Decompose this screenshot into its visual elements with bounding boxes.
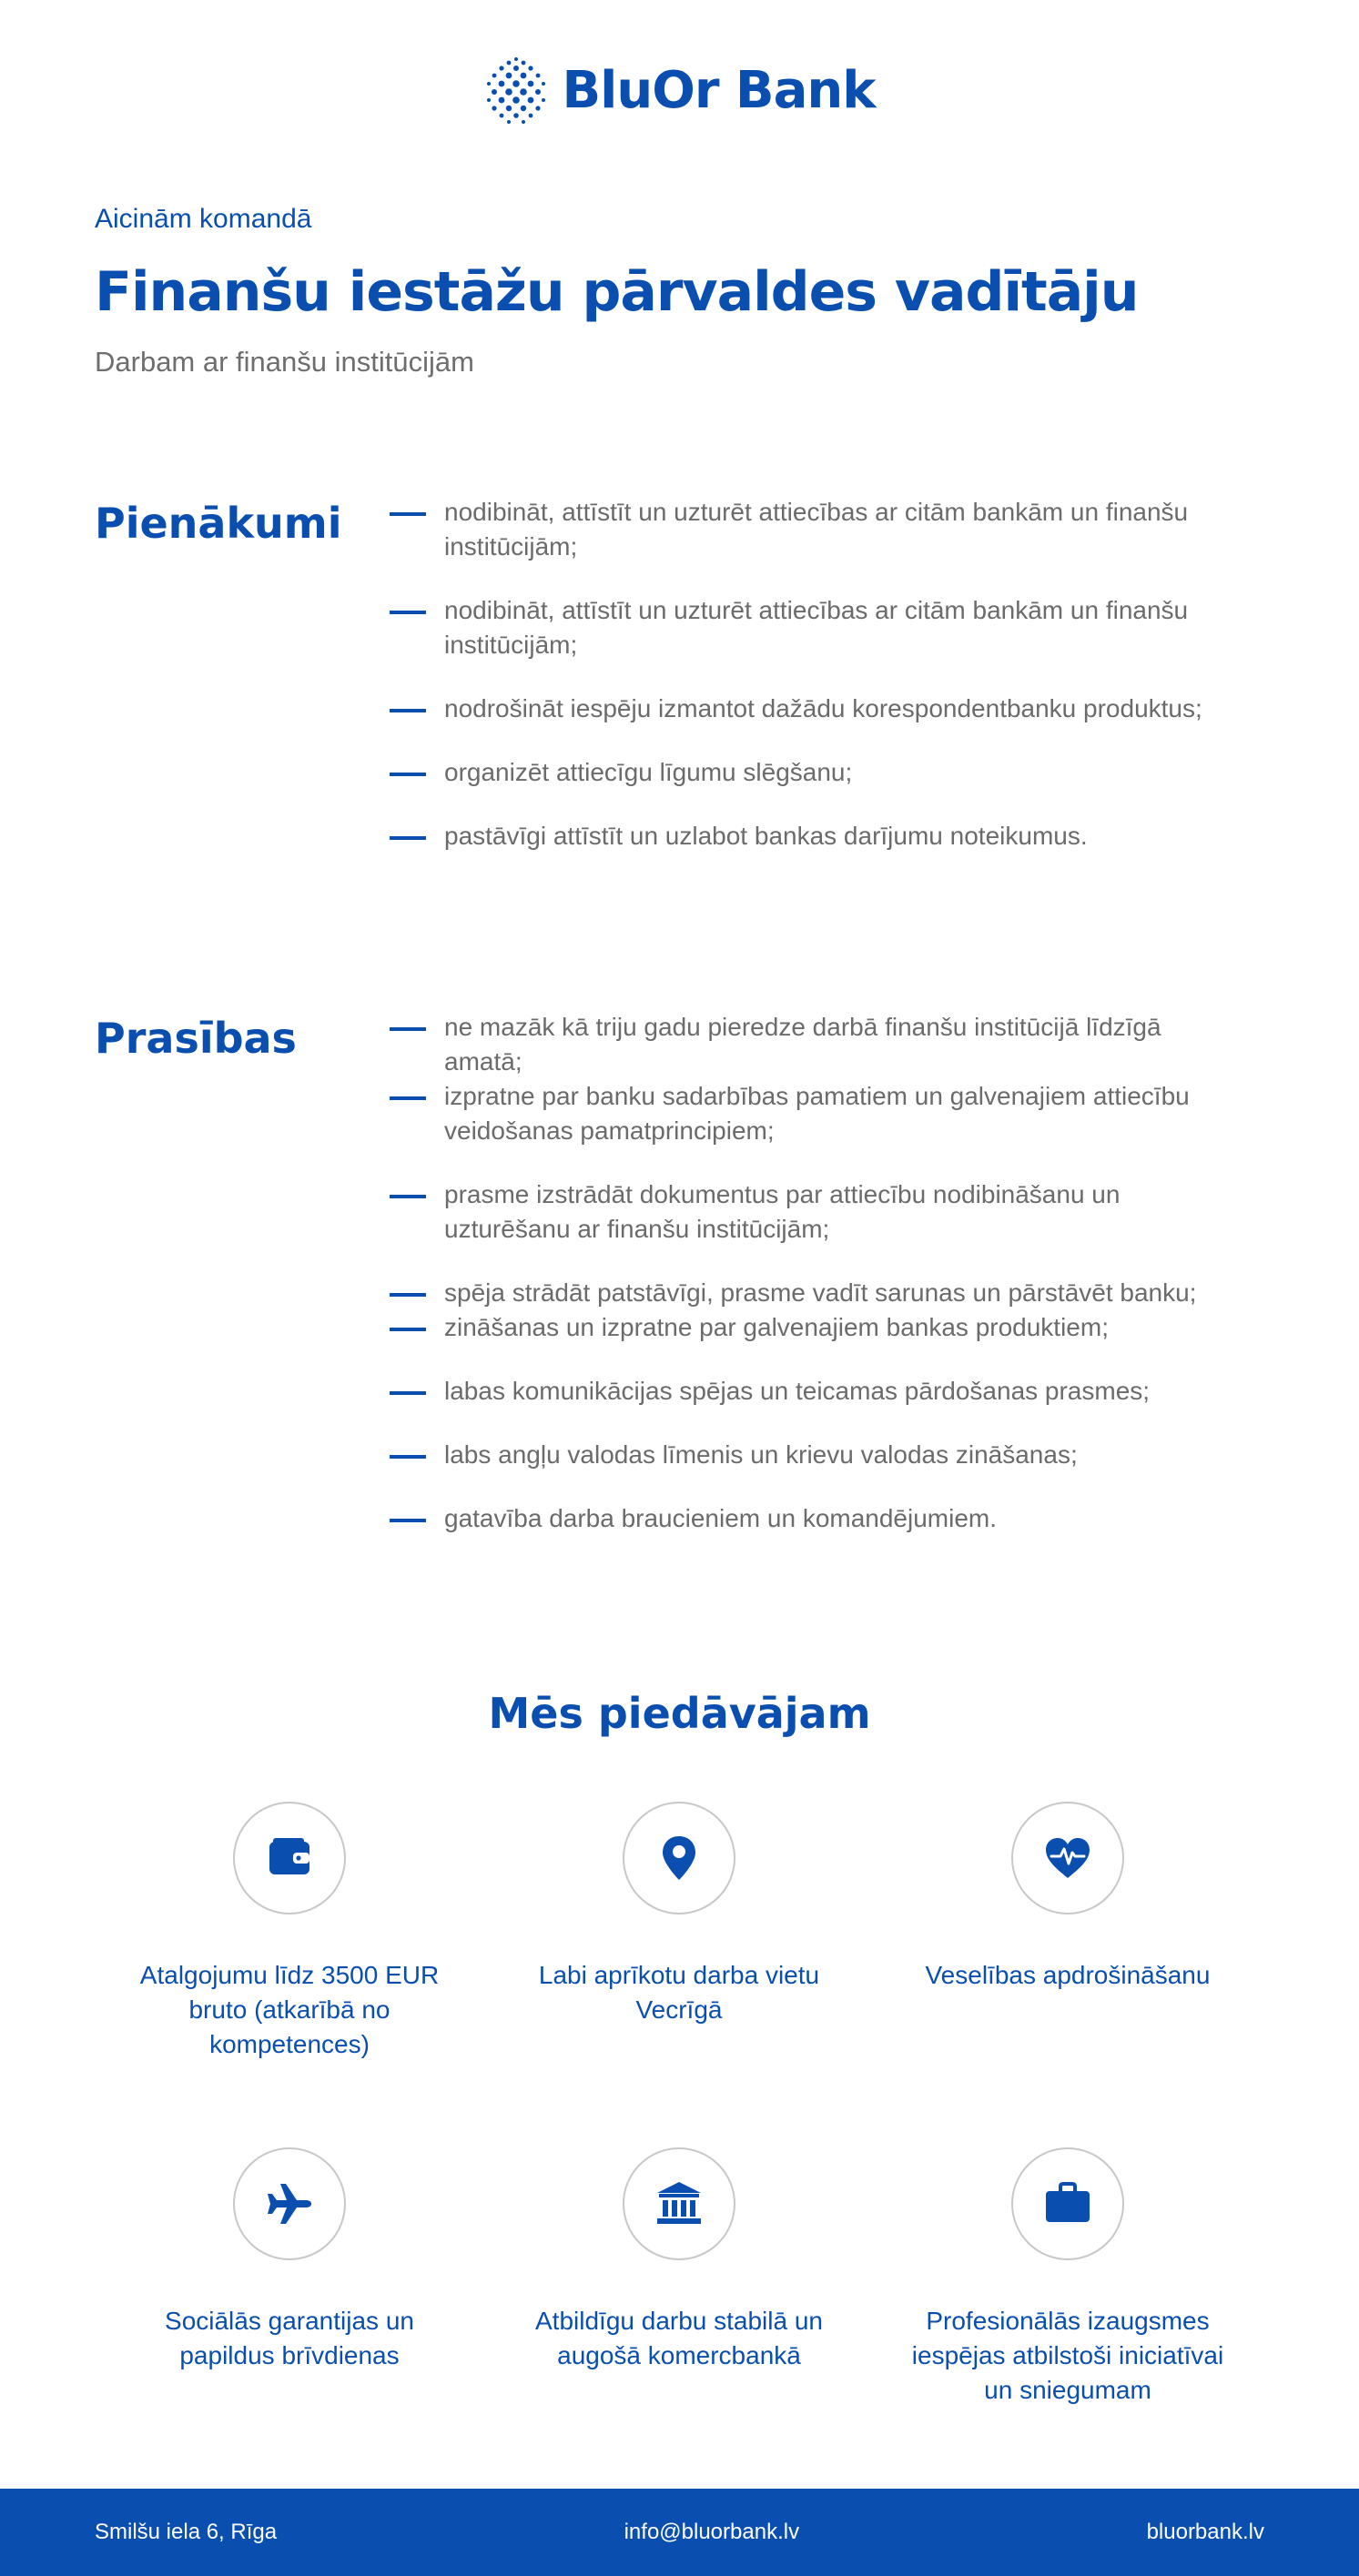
- list-item: organizēt attiecīgu līgumu slēgšanu;: [390, 755, 1241, 790]
- benefit-icon-circle: [623, 2147, 735, 2260]
- footer-website-link[interactable]: bluorbank.lv: [1146, 2520, 1264, 2544]
- requirements-title: Prasības: [95, 1014, 297, 1063]
- airplane-icon: [262, 2177, 317, 2231]
- list-item: labas komunikācijas spējas un teicamas pārdošanas prasmes;: [390, 1374, 1241, 1409]
- footer: [0, 2489, 1359, 2576]
- duties-list: [390, 495, 1241, 854]
- list-item: prasme izstrādāt dokumentus par attiecību nodibināšanu un uzturēšanu ar finanšu institūcijām;: [390, 1177, 1241, 1247]
- offer-title: Mēs piedāvājam: [488, 1689, 871, 1738]
- list-item: izpratne par banku sadarbības pamatiem un galvenajiem attiecību veidošanas pamatprincipiem;: [390, 1079, 1241, 1148]
- list-item: zināšanas un izpratne par galvenajiem bankas produktiem;: [390, 1310, 1241, 1345]
- benefit-label: Profesionālās izaugsmes iespējas atbilstoši iniciatīvai un sniegumam: [911, 2307, 1224, 2404]
- benefit-icon-circle: [623, 1802, 735, 1914]
- bluor-logo-icon: [483, 54, 549, 126]
- benefit-label: Atalgojumu līdz 3500 EUR bruto (atkarībā no kompetences): [139, 1961, 440, 2058]
- footer-address: Smilšu iela 6, Rīga: [95, 2520, 278, 2544]
- wallet-icon: [262, 1831, 317, 1885]
- location-pin-icon: [652, 1831, 706, 1885]
- briefcase-icon: [1040, 2177, 1095, 2231]
- kicker-text: Aicinām komandā: [95, 204, 312, 234]
- brand-logo: [0, 51, 1359, 129]
- benefit-icon-circle: [233, 1802, 346, 1914]
- benefit-label: Sociālās garantijas un papildus brīvdienas: [165, 2307, 414, 2369]
- benefit-social: [126, 2147, 453, 2373]
- benefit-label: Labi aprīkotu darba vietu Vecrīgā: [538, 1961, 820, 2024]
- duties-title: Pienākumi: [95, 499, 342, 548]
- benefit-icon-circle: [233, 2147, 346, 2260]
- benefit-label: Veselības apdrošināšanu: [925, 1961, 1211, 1989]
- benefit-workplace: [515, 1802, 843, 2027]
- list-item: nodibināt, attīstīt un uzturēt attiecības ar citām bankām un finanšu institūcijām;: [390, 495, 1241, 564]
- heart-pulse-icon: [1040, 1831, 1095, 1885]
- list-item: nodrošināt iespēju izmantot dažādu korespondentbanku produktus;: [390, 692, 1241, 726]
- list-item: pastāvīgi attīstīt un uzlabot bankas darījumu noteikumus.: [390, 819, 1241, 854]
- list-item: spēja strādāt patstāvīgi, prasme vadīt sarunas un pārstāvēt banku;: [390, 1276, 1241, 1310]
- benefit-salary: [126, 1802, 453, 2062]
- list-item: gatavība darba braucieniem un komandējumiem.: [390, 1501, 1241, 1536]
- benefit-health: [904, 1802, 1232, 1993]
- page-title: Finanšu iestāžu pārvaldes vadītāju: [95, 260, 1139, 324]
- footer-email-link[interactable]: info@bluorbank.lv: [624, 2520, 800, 2544]
- benefit-stable-bank: [515, 2147, 843, 2373]
- list-item: labs angļu valodas līmenis un krievu valodas zināšanas;: [390, 1438, 1241, 1472]
- benefit-growth: [904, 2147, 1232, 2408]
- list-item: ne mazāk kā triju gadu pieredze darbā finanšu institūcijā līdzīgā amatā;: [390, 1010, 1241, 1079]
- page-subtitle: Darbam ar finanšu institūcijām: [95, 346, 474, 378]
- bank-building-icon: [652, 2177, 706, 2231]
- benefit-icon-circle: [1011, 2147, 1124, 2260]
- brand-name: BluOr Bank: [562, 60, 876, 120]
- requirements-list: [390, 1010, 1241, 1536]
- benefit-icon-circle: [1011, 1802, 1124, 1914]
- benefit-label: Atbildīgu darbu stabilā un augošā komercbankā: [535, 2307, 823, 2369]
- list-item: nodibināt, attīstīt un uzturēt attiecības ar citām bankām un finanšu institūcijām;: [390, 593, 1241, 662]
